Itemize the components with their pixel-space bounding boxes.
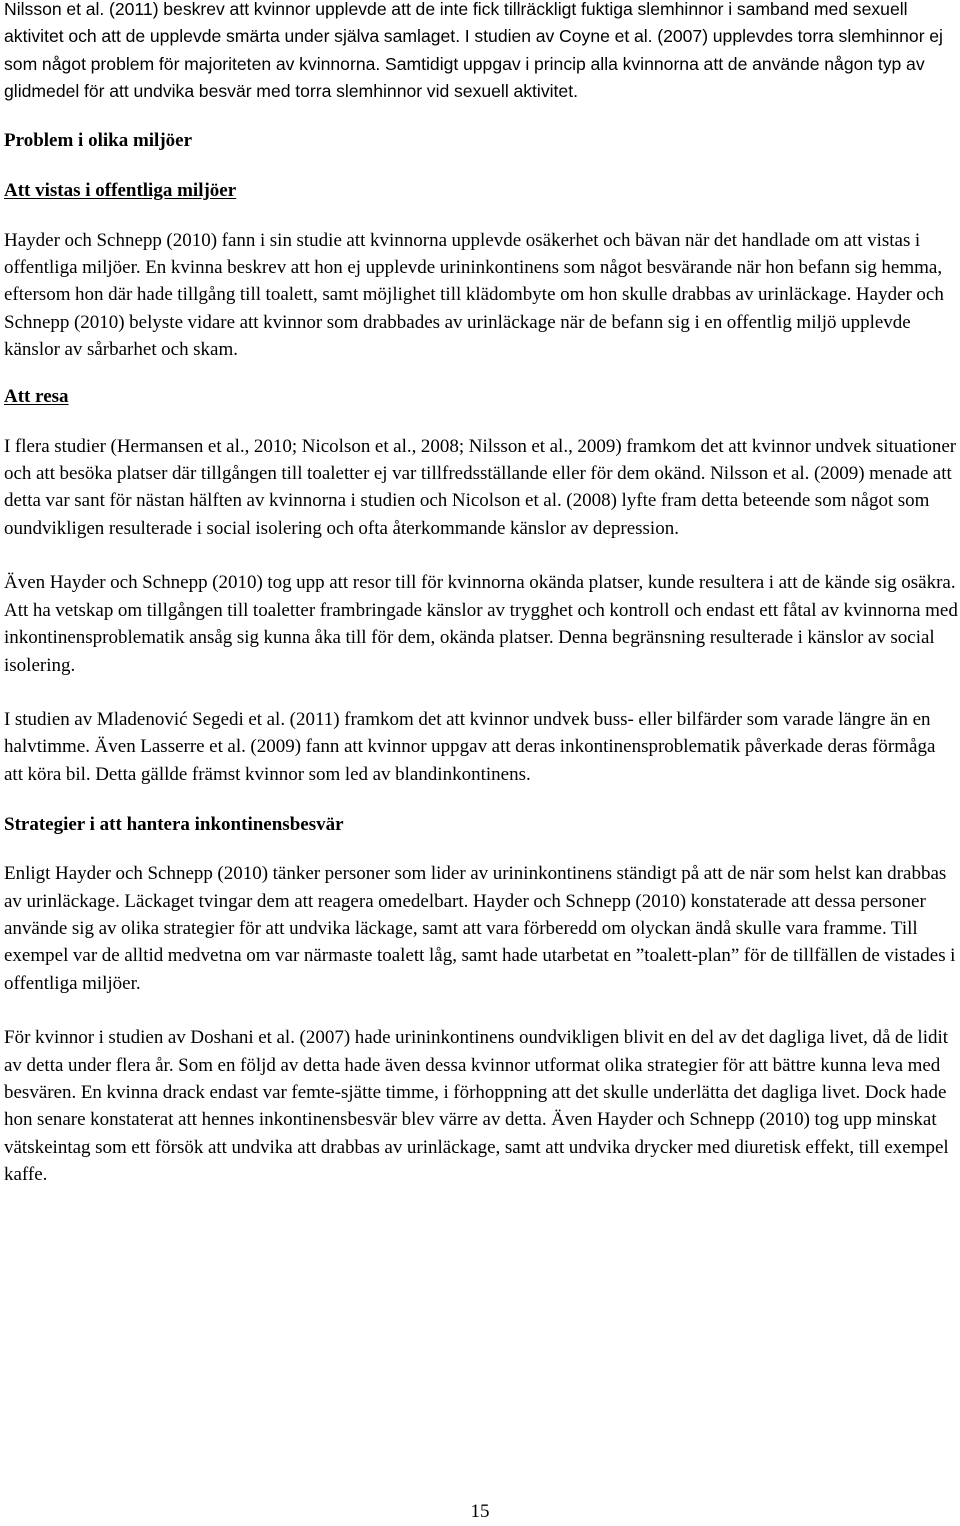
- paragraph-public-environments: Hayder och Schnepp (2010) fann i sin studie att kvinnorna upplevde osäkerhet och bävan när det handlade om att vistas i offentliga miljöer. En kvinna beskrev att hon ej upplevde urininkontinens som något besvärande när hon befann sig hemma, eftersom hon där hade tillgång till toalett, samt möjlighet till klädombyte om hon skulle drabbas av urinläckage. Hayder och Schnepp (2010) belyste vidare att kvinnor som drabbades av urinläckage när de befann sig i en offentlig miljö upplevde känslor av sårbarhet och skam.: [4, 229, 944, 361]
- section-heading-strategies: Strategier i att hantera inkontinensbesvär: [4, 814, 344, 836]
- subheading-public-environments: Att vistas i offentliga miljöer: [4, 179, 237, 201]
- paragraph-travel-hayder: Även Hayder och Schnepp (2010) tog upp att resor till för kvinnorna okända platser, kunde resultera i att de kände sig osäkra. Att ha vetskap om tillgången till toaletter frambringade känslor av trygghet och kontroll och endast ett fåtal av kvinnorna med inkontinensproblematik ansåg sig kunna åka till för dem, okända platser. Denna begränsning resulterade i känslor av social isolering.: [4, 572, 958, 676]
- document-page: [4, 0, 958, 1189]
- paragraph-travel-studies: I flera studier (Hermansen et al., 2010; Nicolson et al., 2008; Nilsson et al., 2009) framkom det att kvinnor undvek situationer och att besöka platser där tillgången till toaletter ej var tillfredsställande eller för dem okänd. Nilsson et al. (2009) menade att detta var sant för nästan hälften av kvinnorna i studien och Nicolson et al. (2008) lyfte fram detta beteende som något som oundvikligen resulterade i social isolering och ofta återkommande känslor av depression.: [4, 435, 957, 539]
- intro-paragraph: Nilsson et al. (2011) beskrev att kvinnor upplevde att de inte fick tillräckligt fuktiga slemhinnor i samband med sexuell aktivitet och att de upplevde smärta under själva samlaget. I studien av Coyne et al. (2007) upplevdes torra slemhinnor ej som något problem för majoriteten av kvinnorna. Samtidigt uppgav i princip alla kvinnorna att de använde någon typ av glidmedel för att undvika besvär med torra slemhinnor vid sexuell aktivitet.: [4, 0, 943, 102]
- paragraph-travel-mladenovic: I studien av Mladenović Segedi et al. (2011) framkom det att kvinnor undvek buss- eller bilfärder som varade längre än en halvtimme. Även Lasserre et al. (2009) fann att kvinnor uppgav att deras inkontinensproblematik påverkade deras förmåga att köra bil. Detta gällde främst kvinnor som led av blandinkontinens.: [4, 708, 936, 785]
- section-heading-problem-environments: Problem i olika miljöer: [4, 129, 193, 151]
- page-number: 15: [470, 1501, 490, 1522]
- paragraph-strategies-doshani: För kvinnor i studien av Doshani et al. (2007) hade urininkontinens oundvikligen blivit en del av det dagliga livet, då de lidit av detta under flera år. Som en följd av detta hade även dessa kvinnor utformat olika strategier för att bättre kunna leva med besvären. En kvinna drack endast var femte-sjätte timme, i förhoppning att det skulle underlätta det dagliga livet. Dock hade hon senare konstaterat att hennes inkontinensbesvär blev värre av detta. Även Hayder och Schnepp (2010) tog upp minskat vätskeintag som ett försök att undvika att drabbas av urinläckage, samt att undvika drycker med diuretisk effekt, till exempel kaffe.: [4, 1027, 949, 1186]
- subheading-travel: Att resa: [4, 385, 69, 407]
- paragraph-strategies-hayder: Enligt Hayder och Schnepp (2010) tänker personer som lider av urininkontinens ständigt på att de när som helst kan drabbas av urinläckage. Läckaget tvingar dem att reagera omedelbart. Hayder och Schnepp (2010) konstaterade att dessa personer använde sig av olika strategier för att undvika läckage, samt att vara förberedd om olyckan ändå skulle vara framme. Till exempel var de alltid medvetna om var närmaste toalett låg, samt hade utarbetat en ”toalett-plan” för de tillfällen de vistades i offentliga miljöer.: [4, 863, 956, 994]
